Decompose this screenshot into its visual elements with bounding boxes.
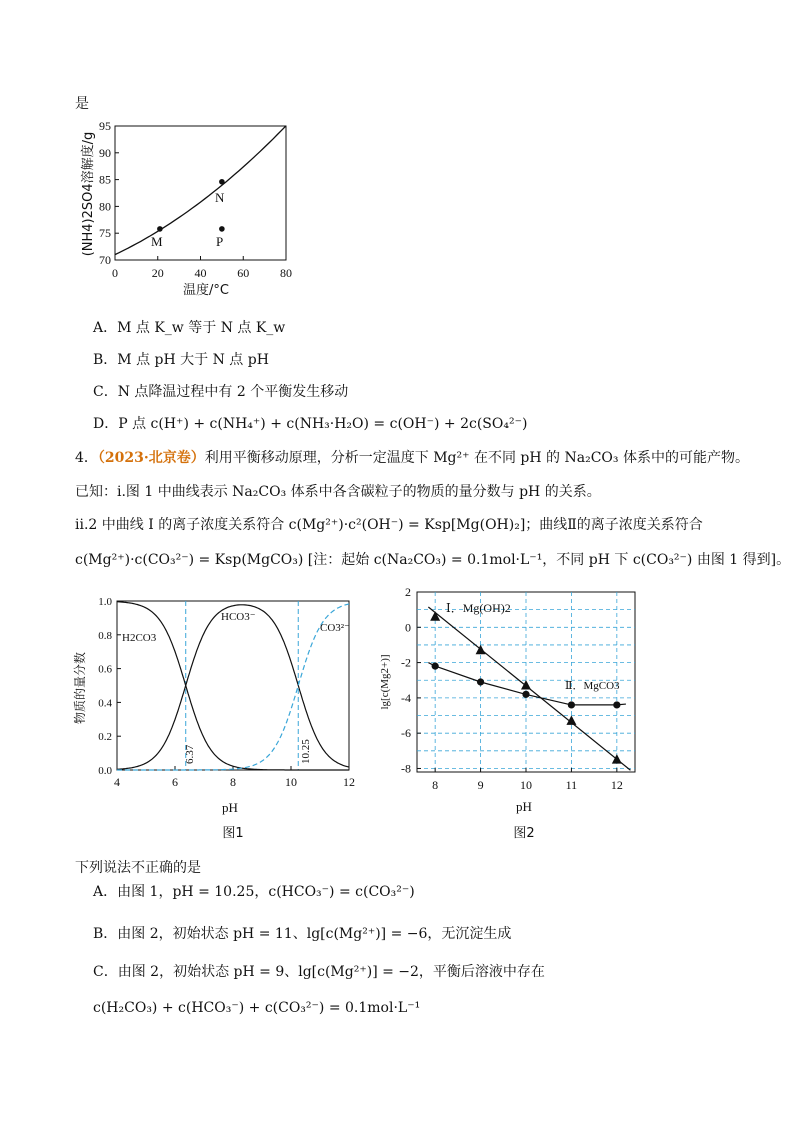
f2-xtick-label: 9: [477, 778, 484, 792]
q4-option-c2: c(H₂CO₃) + c(HCO₃⁻) + c(CO₃²⁻) = 0.1mol·L⁻¹: [93, 1000, 421, 1016]
q4-stem-text: 利用平衡移动原理，分析一定温度下 Mg²⁺ 在不同 pH 的 Na₂CO₃ 体系中的可能产物。: [204, 450, 749, 466]
q4-option-b: B．由图 2，初始状态 pH = 11、lg[c(Mg²⁺)] = −6，无沉淀生成: [93, 926, 512, 942]
f2-ytick-label: -6: [401, 726, 411, 741]
curve-1-point: [612, 754, 622, 764]
q3-lead-text: 是: [75, 96, 89, 112]
f1-xtick-label: 4: [114, 775, 120, 789]
q4-option-c1: C．由图 2，初始状态 pH = 9、lg[c(Mg²⁺)] = −2，平衡后溶液中存在: [93, 964, 545, 980]
sol-ytick-label: 80: [99, 199, 111, 214]
sol-xtick-label: 20: [151, 266, 164, 280]
figure-1-xlabel: pH: [222, 800, 238, 815]
sol-xtick-label: 0: [112, 266, 118, 280]
solubility-xlabel: 温度/°C: [183, 283, 229, 298]
q4-source: （2023·北京卷）: [97, 450, 205, 466]
sol-xtick-label: 40: [194, 266, 207, 280]
f1-ytick-label: 1.0: [98, 596, 112, 608]
f1-xtick-label: 10: [285, 775, 297, 789]
f2-xtick-label: 8: [432, 778, 439, 792]
point-label-m: M: [151, 234, 163, 249]
mark-label-6-37: 6.37: [184, 744, 196, 764]
q3-option-a: A．M 点 K_w 等于 N 点 K_w: [93, 320, 286, 336]
sol-xtick-label: 60: [237, 266, 250, 280]
species-label-hco3: HCO3⁻: [221, 611, 256, 623]
sol-ytick-label: 75: [99, 226, 111, 241]
f2-ytick-label: 2: [405, 585, 411, 599]
species-label-co3: CO3²⁻: [320, 622, 350, 634]
sol-ytick-label: 70: [99, 253, 111, 267]
f1-xtick-label: 6: [172, 775, 178, 789]
sol-ytick-label: 90: [99, 145, 111, 160]
f1-ytick-label: 0.2: [98, 731, 112, 744]
curve-2-point: [432, 663, 439, 670]
curve-2-label: Ⅱ．MgCO3: [565, 680, 620, 692]
curve-1-label: Ⅰ．Mg(OH)2: [446, 601, 511, 615]
curve-2-point: [568, 701, 575, 708]
curve-2-point: [522, 691, 529, 698]
sol-ytick-label: 85: [99, 172, 111, 187]
figure-2-xlabel: pH: [516, 799, 532, 814]
q3-option-c: C．N 点降温过程中有 2 个平衡发生移动: [93, 384, 349, 400]
curve-1-point: [521, 680, 531, 690]
curve-2-point: [613, 701, 620, 708]
f1-ytick-label: 0.0: [98, 765, 112, 777]
f2-ytick-label: 0: [405, 620, 411, 635]
mark-label-10-25: 10.25: [300, 739, 312, 764]
q4-known-2a: ii.2 中曲线 Ⅰ 的离子浓度关系符合 c(Mg²⁺)·c²(OH⁻) = Ksp[Mg(OH)₂]；曲线Ⅱ的离子浓度关系符合: [75, 517, 703, 533]
q4-option-a: A．由图 1，pH = 10.25，c(HCO₃⁻) = c(CO₃²⁻): [93, 884, 415, 900]
point-label-p: P: [216, 234, 224, 249]
q3-option-b: B．M 点 pH 大于 N 点 pH: [93, 352, 269, 368]
f1-xtick-label: 12: [343, 775, 355, 789]
q4-number: 4．: [75, 450, 98, 466]
f1-xtick-label: 8: [230, 775, 236, 789]
species-label-h2co3: H2CO3: [122, 632, 157, 644]
f2-ytick-label: -4: [401, 690, 411, 705]
figure-2-ylabel: lg[c(Mg2+)]: [379, 654, 391, 710]
q3-option-d: D．P 点 c(H⁺) + c(NH₄⁺) + c(NH₃·H₂O) = c(OH⁻) + 2c(SO₄²⁻): [93, 416, 528, 432]
figure-2-caption: 图2: [513, 826, 535, 841]
q4-known-2b: c(Mg²⁺)·c(CO₃²⁻) = Ksp(MgCO₃) [注：起始 c(Na₂CO₃) = 0.1mol·L⁻¹，不同 pH 下 c(CO₃²⁻) 由图 1 得到]。: [75, 552, 791, 568]
f2-xtick-label: 11: [565, 778, 578, 792]
point-label-n: N: [215, 190, 225, 205]
f2-xtick-label: 10: [520, 778, 532, 792]
f2-ytick-label: -2: [401, 655, 411, 670]
figure-1-ylabel: 物质的量分数: [73, 651, 87, 725]
q4-ask: 下列说法不正确的是: [75, 860, 201, 876]
figure-1-caption: 图1: [222, 826, 244, 841]
sol-ytick-label: 95: [99, 119, 111, 133]
f1-ytick-label: 0.8: [98, 629, 112, 642]
f1-ytick-label: 0.6: [98, 663, 112, 676]
solubility-ylabel: (NH4)2SO4溶解度/g: [81, 131, 96, 257]
q4-known-1: 已知：i.图 1 中曲线表示 Na₂CO₃ 体系中各含碳粒子的物质的量分数与 pH 的关系。: [75, 484, 601, 500]
f1-ytick-label: 0.4: [98, 697, 112, 710]
f2-ytick-label: -8: [401, 761, 411, 776]
curve-2-point: [477, 678, 484, 685]
sol-xtick-label: 80: [280, 266, 292, 280]
f2-xtick-label: 12: [610, 778, 623, 792]
